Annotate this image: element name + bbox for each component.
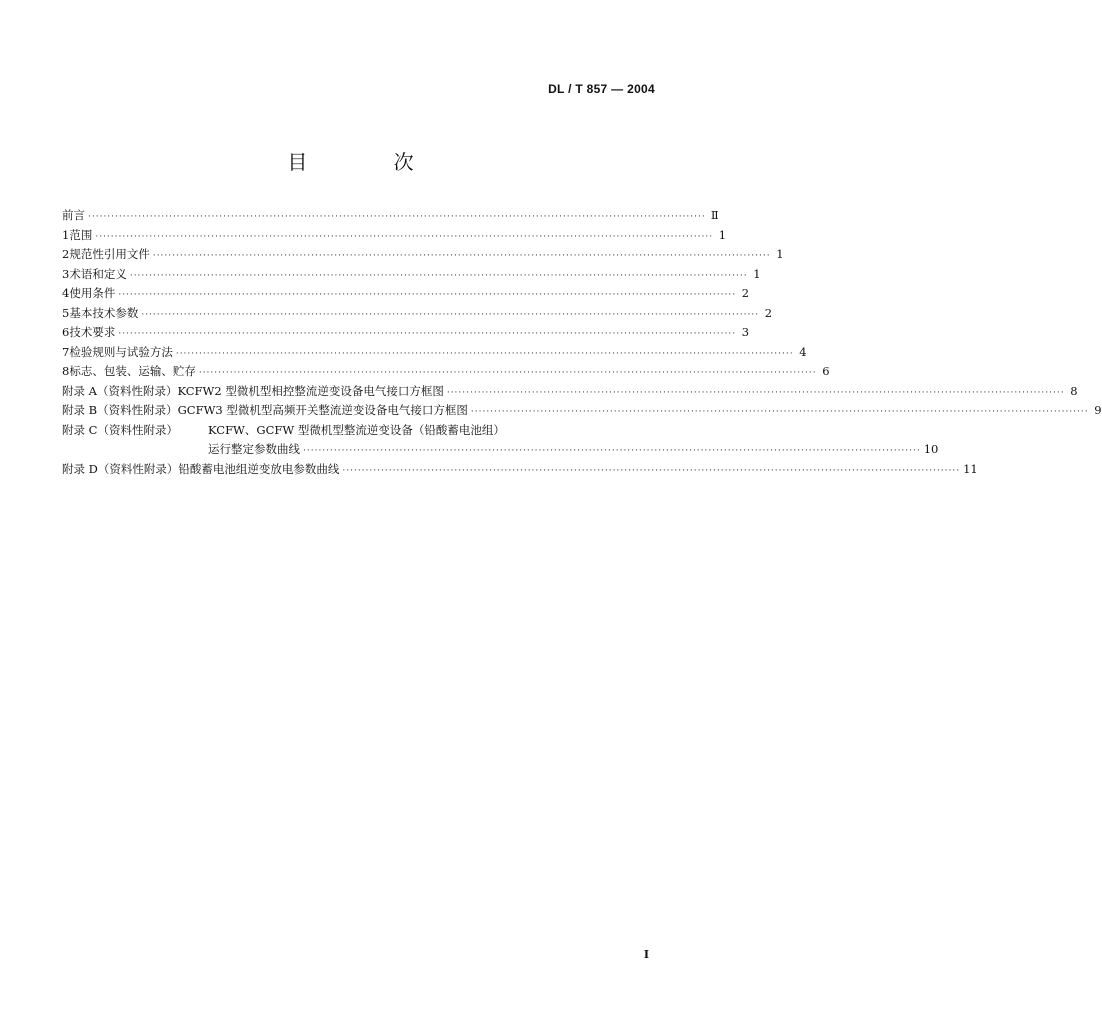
toc-number: 2 — [62, 247, 70, 261]
toc-page: 8 — [1070, 383, 1078, 398]
toc-label: 规范性引用文件 — [69, 247, 150, 261]
toc-page: 11 — [963, 461, 978, 476]
toc-leader: ································································································································································ — [470, 407, 1089, 417]
toc-number: 8 — [62, 364, 70, 378]
appendix-prefix: 附录 C（资料性附录） — [62, 422, 178, 437]
toc-appendix-c[interactable] — [62, 421, 658, 441]
toc-number: 3 — [62, 266, 70, 281]
toc-number: 5 — [62, 305, 70, 320]
toc-entry-6[interactable] — [62, 323, 750, 343]
toc-page: 1 — [753, 266, 761, 281]
toc-leader: ································································································································································ — [152, 251, 771, 261]
toc-entry-foreword[interactable] — [62, 206, 719, 226]
toc-label: 标志、包装、运输、贮存 — [69, 364, 196, 378]
toc-page: 9 — [1094, 403, 1102, 417]
toc-leader: ································································································································································ — [88, 212, 706, 222]
toc-label: 基本技术参数 — [69, 305, 139, 320]
toc-page: Ⅱ — [710, 208, 719, 222]
standard-code: DL / T 857 — 2004 — [548, 82, 655, 96]
toc-page: 3 — [741, 325, 750, 339]
toc-leader: ································································································································································ — [175, 348, 794, 359]
toc-label: 技术要求 — [69, 325, 116, 339]
toc-label: 术语和定义 — [69, 266, 127, 281]
page-title: 目 次 — [287, 150, 454, 174]
toc-entry-5[interactable] — [62, 304, 773, 324]
toc-leader: ································································································································································ — [118, 329, 737, 339]
toc-entry-8[interactable] — [62, 362, 830, 382]
appendix-prefix: 附录 B（资料性附录） — [62, 403, 178, 417]
toc-label: 前言 — [62, 208, 85, 222]
toc-appendix-d[interactable] — [62, 460, 978, 480]
toc-page: 1 — [776, 247, 784, 261]
toc-label: 铅酸蓄电池组逆变放电参数曲线 — [178, 461, 340, 476]
toc-leader: ································································································································································ — [95, 231, 714, 242]
toc-entry-1[interactable] — [62, 226, 727, 246]
table-of-contents — [62, 206, 1102, 479]
toc-page: 2 — [764, 305, 773, 320]
toc-page: 4 — [799, 344, 807, 359]
toc-entry-3[interactable] — [62, 265, 761, 285]
toc-label: KCFW、GCFW 型微机型整流逆变设备（铅酸蓄电池组） — [208, 422, 505, 437]
toc-entry-4[interactable] — [62, 284, 750, 304]
toc-label: 使用条件 — [69, 286, 116, 300]
toc-number: 7 — [62, 344, 70, 359]
toc-appendix-a[interactable] — [62, 382, 1078, 402]
page-number: I — [643, 948, 649, 961]
toc-appendix-c-continued[interactable] — [62, 440, 939, 460]
toc-number: 4 — [62, 286, 70, 300]
toc-page: 1 — [718, 227, 727, 242]
appendix-prefix: 附录 A（资料性附录） — [62, 383, 178, 398]
toc-number: 6 — [62, 325, 70, 339]
toc-leader: ································································································································································ — [446, 387, 1065, 398]
toc-label: 检验规则与试验方法 — [69, 344, 173, 359]
toc-leader: ································································································································································ — [342, 465, 961, 476]
toc-label: KCFW2 型微机型相控整流逆变设备电气接口方框图 — [177, 383, 444, 398]
toc-label: 运行整定参数曲线 — [208, 442, 300, 456]
toc-appendix-b[interactable] — [62, 401, 1102, 421]
appendix-prefix: 附录 D（资料性附录） — [62, 461, 179, 476]
toc-entry-7[interactable] — [62, 343, 807, 363]
toc-page: 10 — [923, 442, 939, 456]
toc-leader: ································································································································································ — [118, 290, 737, 300]
toc-page: 2 — [741, 286, 750, 300]
toc-leader: ································································································································································ — [141, 309, 760, 320]
toc-page: 6 — [822, 364, 830, 378]
toc-entry-2[interactable] — [62, 245, 784, 265]
toc-leader: ································································································································································ — [129, 270, 748, 281]
toc-label: GCFW3 型微机型高频开关整流逆变设备电气接口方框图 — [177, 403, 468, 417]
toc-leader: ································································································································································ — [303, 446, 921, 456]
toc-leader: ································································································································································ — [198, 368, 817, 378]
toc-label: 范围 — [69, 227, 93, 242]
toc-number: 1 — [62, 227, 70, 242]
